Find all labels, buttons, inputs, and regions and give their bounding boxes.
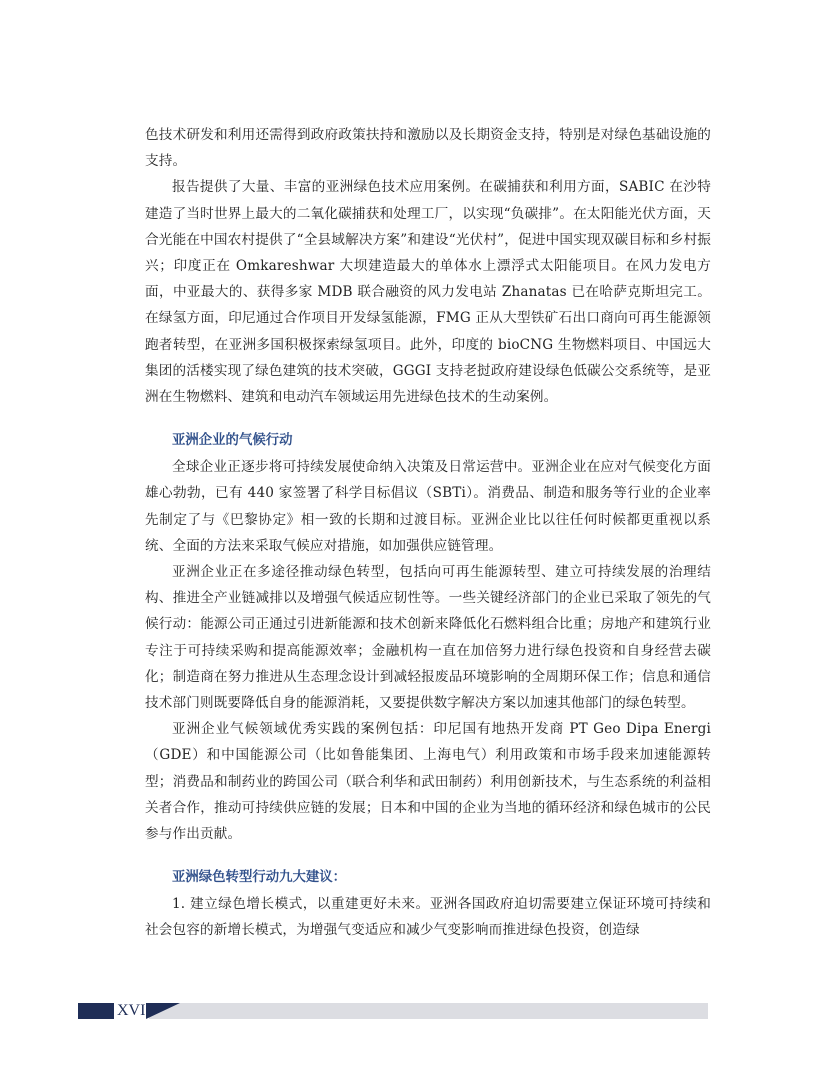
paragraph-green-tech-cases: 报告提供了大量、丰富的亚洲绿色技术应用案例。在碳捕获和利用方面，SABIC 在沙特建造了当时世界上最大的二氧化碳捕获和处理工厂，以实现“负碳排”。在太阳能光伏方面，天合光能在中国农村提供了“全县域解决方案”和建设“光伏村”，促进中国实现双碳目标和乡村振兴；印度正在 Omkareshwar 大坝建造最大的单体水上漂浮式太阳能项目。在风力发电方面，中亚最大的、获得多家 MDB 联合融资的风力发电站 Zhanatas 已在哈萨克斯坦完工。在绿氢方面，印尼通过合作项目开发绿氢能源，FMG 正从大型铁矿石出口商向可再生能源领跑者转型，在亚洲多国积极探索绿氢项目。此外，印度的 bioCNG 生物燃料项目、中国远大集团的活楼实现了绿色建筑的技术突破，GGGI 支持老挝政府建设绿色低碳公交系统等，是亚洲在生物燃料、建筑和电动汽车领域运用先进绿色技术的生动案例。 (145, 179, 711, 406)
section-heading-corporate-climate-action: 亚洲企业的气候行动 (172, 433, 293, 449)
footer-accent-block (78, 1003, 114, 1019)
footer-accent-triangle (146, 1003, 180, 1019)
page-body (145, 122, 711, 944)
paragraph-green-transition-paths: 亚洲企业正在多途径推动绿色转型，包括向可再生能源转型、建立可持续发展的治理结构、推进全产业链减排以及增强气候适应韧性等。一些关键经济部门的企业已采取了领先的气候行动：能源公司正通过引进新能源和技术创新来降低化石燃料组合比重；房地产和建筑行业专注于可持续采购和提高能源效率；金融机构一直在加倍努力进行绿色投资和自身经营去碳化；制造商在努力推进从生态理念设计到减轻报废品环境影响的全周期环保工作；信息和通信技术部门则既要降低自身的能源消耗，又要提供数字解决方案以加速其他部门的绿色转型。 (145, 564, 711, 712)
section-heading-nine-recommendations: 亚洲绿色转型行动九大建议： (172, 870, 347, 886)
paragraph-best-practices: 亚洲企业气候领域优秀实践的案例包括：印尼国有地热开发商 PT Geo Dipa Energi（GDE）和中国能源公司（比如鲁能集团、上海电气）利用政策和市场手段来加速能源转型；消费品和制药业的跨国公司（联合利华和武田制药）利用创新技术，与生态系统的利益相关者合作，推动可持续供应链的发展；日本和中国的企业为当地的循环经济和绿色城市的公民参与作出贡献。 (145, 721, 711, 843)
paragraph-global-corporates: 全球企业正逐步将可持续发展使命纳入决策及日常运营中。亚洲企业在应对气候变化方面雄心勃勃，已有 440 家签署了科学目标倡议（SBTi）。消费品、制造和服务等行业的企业率先制定了与《巴黎协定》相一致的长期和过渡目标。亚洲企业比以往任何时候都更重视以系统、全面的方法来采取气候应对措施，如加强供应链管理。 (145, 459, 711, 554)
paragraph-recommendation-1: 1. 建立绿色增长模式，以重建更好未来。亚洲各国政府迫切需要建立保证环境可持续和社会包容的新增长模式，为增强气变适应和减少气变影响而推进绿色投资，创造绿 (145, 896, 711, 939)
page-number: XVI (114, 1000, 149, 1020)
paragraph-continuation: 色技术研发和利用还需得到政府政策扶持和激励以及长期资金支持，特别是对绿色基础设施的支持。 (145, 127, 711, 170)
